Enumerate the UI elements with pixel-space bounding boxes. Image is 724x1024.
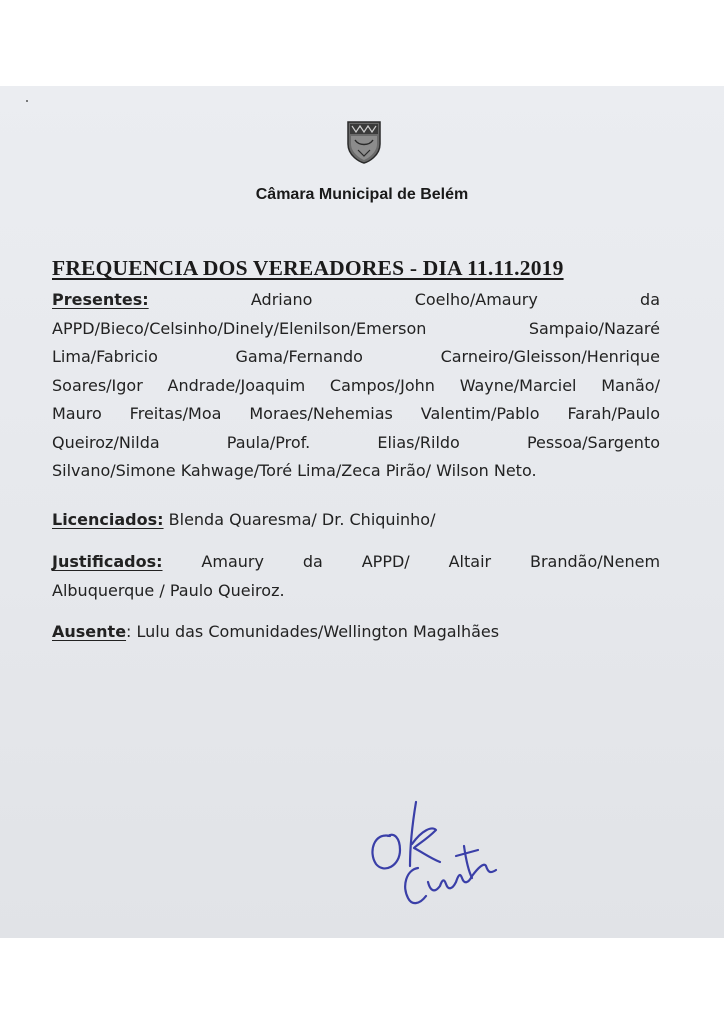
document-page [0,86,724,938]
presentes-line [52,429,660,458]
name-word: Campos/John [329,375,435,395]
name-word: Lima/Fabricio [52,347,158,366]
paper-speck [26,100,28,102]
institution-name: Câmara Municipal de Belém [255,186,469,203]
name-word: Coelho/Amaury [414,290,538,309]
presentes-last-line: Silvano/Simone Kahwage/Toré Lima/Zeca Pirão/ Wilson Neto. [52,461,537,480]
name-word: Amaury [201,552,264,571]
name-word: Elias/Rildo [377,432,460,452]
name-word: Gama/Fernando [235,347,363,366]
name-word: APPD/Bieco/Celsinho/Dinely/Elenilson/Emerson [52,318,427,338]
name-word: Brandão/Nenem [530,552,661,571]
ausente-names: : Lulu das Comunidades/Wellington Magalhães [126,622,500,641]
licenciados-line [52,506,660,535]
presentes-line [52,315,660,344]
document-title: FREQUENCIA DOS VEREADORES - DIA 11.11.2019 [52,256,564,280]
presentes-line [52,286,660,315]
name-word: Altair [448,552,492,571]
name-word: Carneiro/Gleisson/Henrique [440,347,660,366]
ausente-label: Ausente [52,622,127,641]
ausente-section [52,618,660,647]
name-word: Andrade/Joaquim [167,375,306,395]
name-word: Adriano [250,290,313,309]
name-word: Farah/Paulo [567,404,660,423]
licenciados-section [52,506,660,535]
name-word: APPD/ [361,552,410,571]
presentes-label: Presentes: [52,290,149,309]
name-word: Wayne/Marciel [459,375,577,395]
name-word: Manão/ [601,375,660,395]
presentes-line [52,343,660,372]
licenciados-names: Blenda Quaresma/ Dr. Chiquinho/ [168,510,436,529]
name-word: Queiroz/Nilda [52,432,160,452]
name-word: Soares/Igor [52,375,143,395]
presentes-line [52,400,660,429]
presentes-section [52,286,660,486]
name-word: Mauro [52,404,102,423]
justificados-section [52,548,660,605]
name-word: Moraes/Nehemias [249,404,393,423]
city-crest-logo [346,120,382,164]
name-word: Paula/Prof. [226,432,311,452]
justificados-line-2: Albuquerque / Paulo Queiroz. [52,580,285,600]
name-word: da [640,290,660,309]
presentes-line [52,372,660,401]
handwritten-signature [360,786,510,916]
justificados-line [52,548,660,577]
name-word: Freitas/Moa [129,404,222,423]
name-word: Sampaio/Nazaré [528,318,660,338]
name-word: Valentim/Pablo [420,404,540,423]
licenciados-label: Licenciados: [52,510,164,529]
name-word: da [302,552,323,571]
signature-strokes [372,802,496,903]
name-word: Pessoa/Sargento [526,432,661,452]
justificados-label: Justificados: [52,552,163,571]
ausente-line [52,618,660,647]
